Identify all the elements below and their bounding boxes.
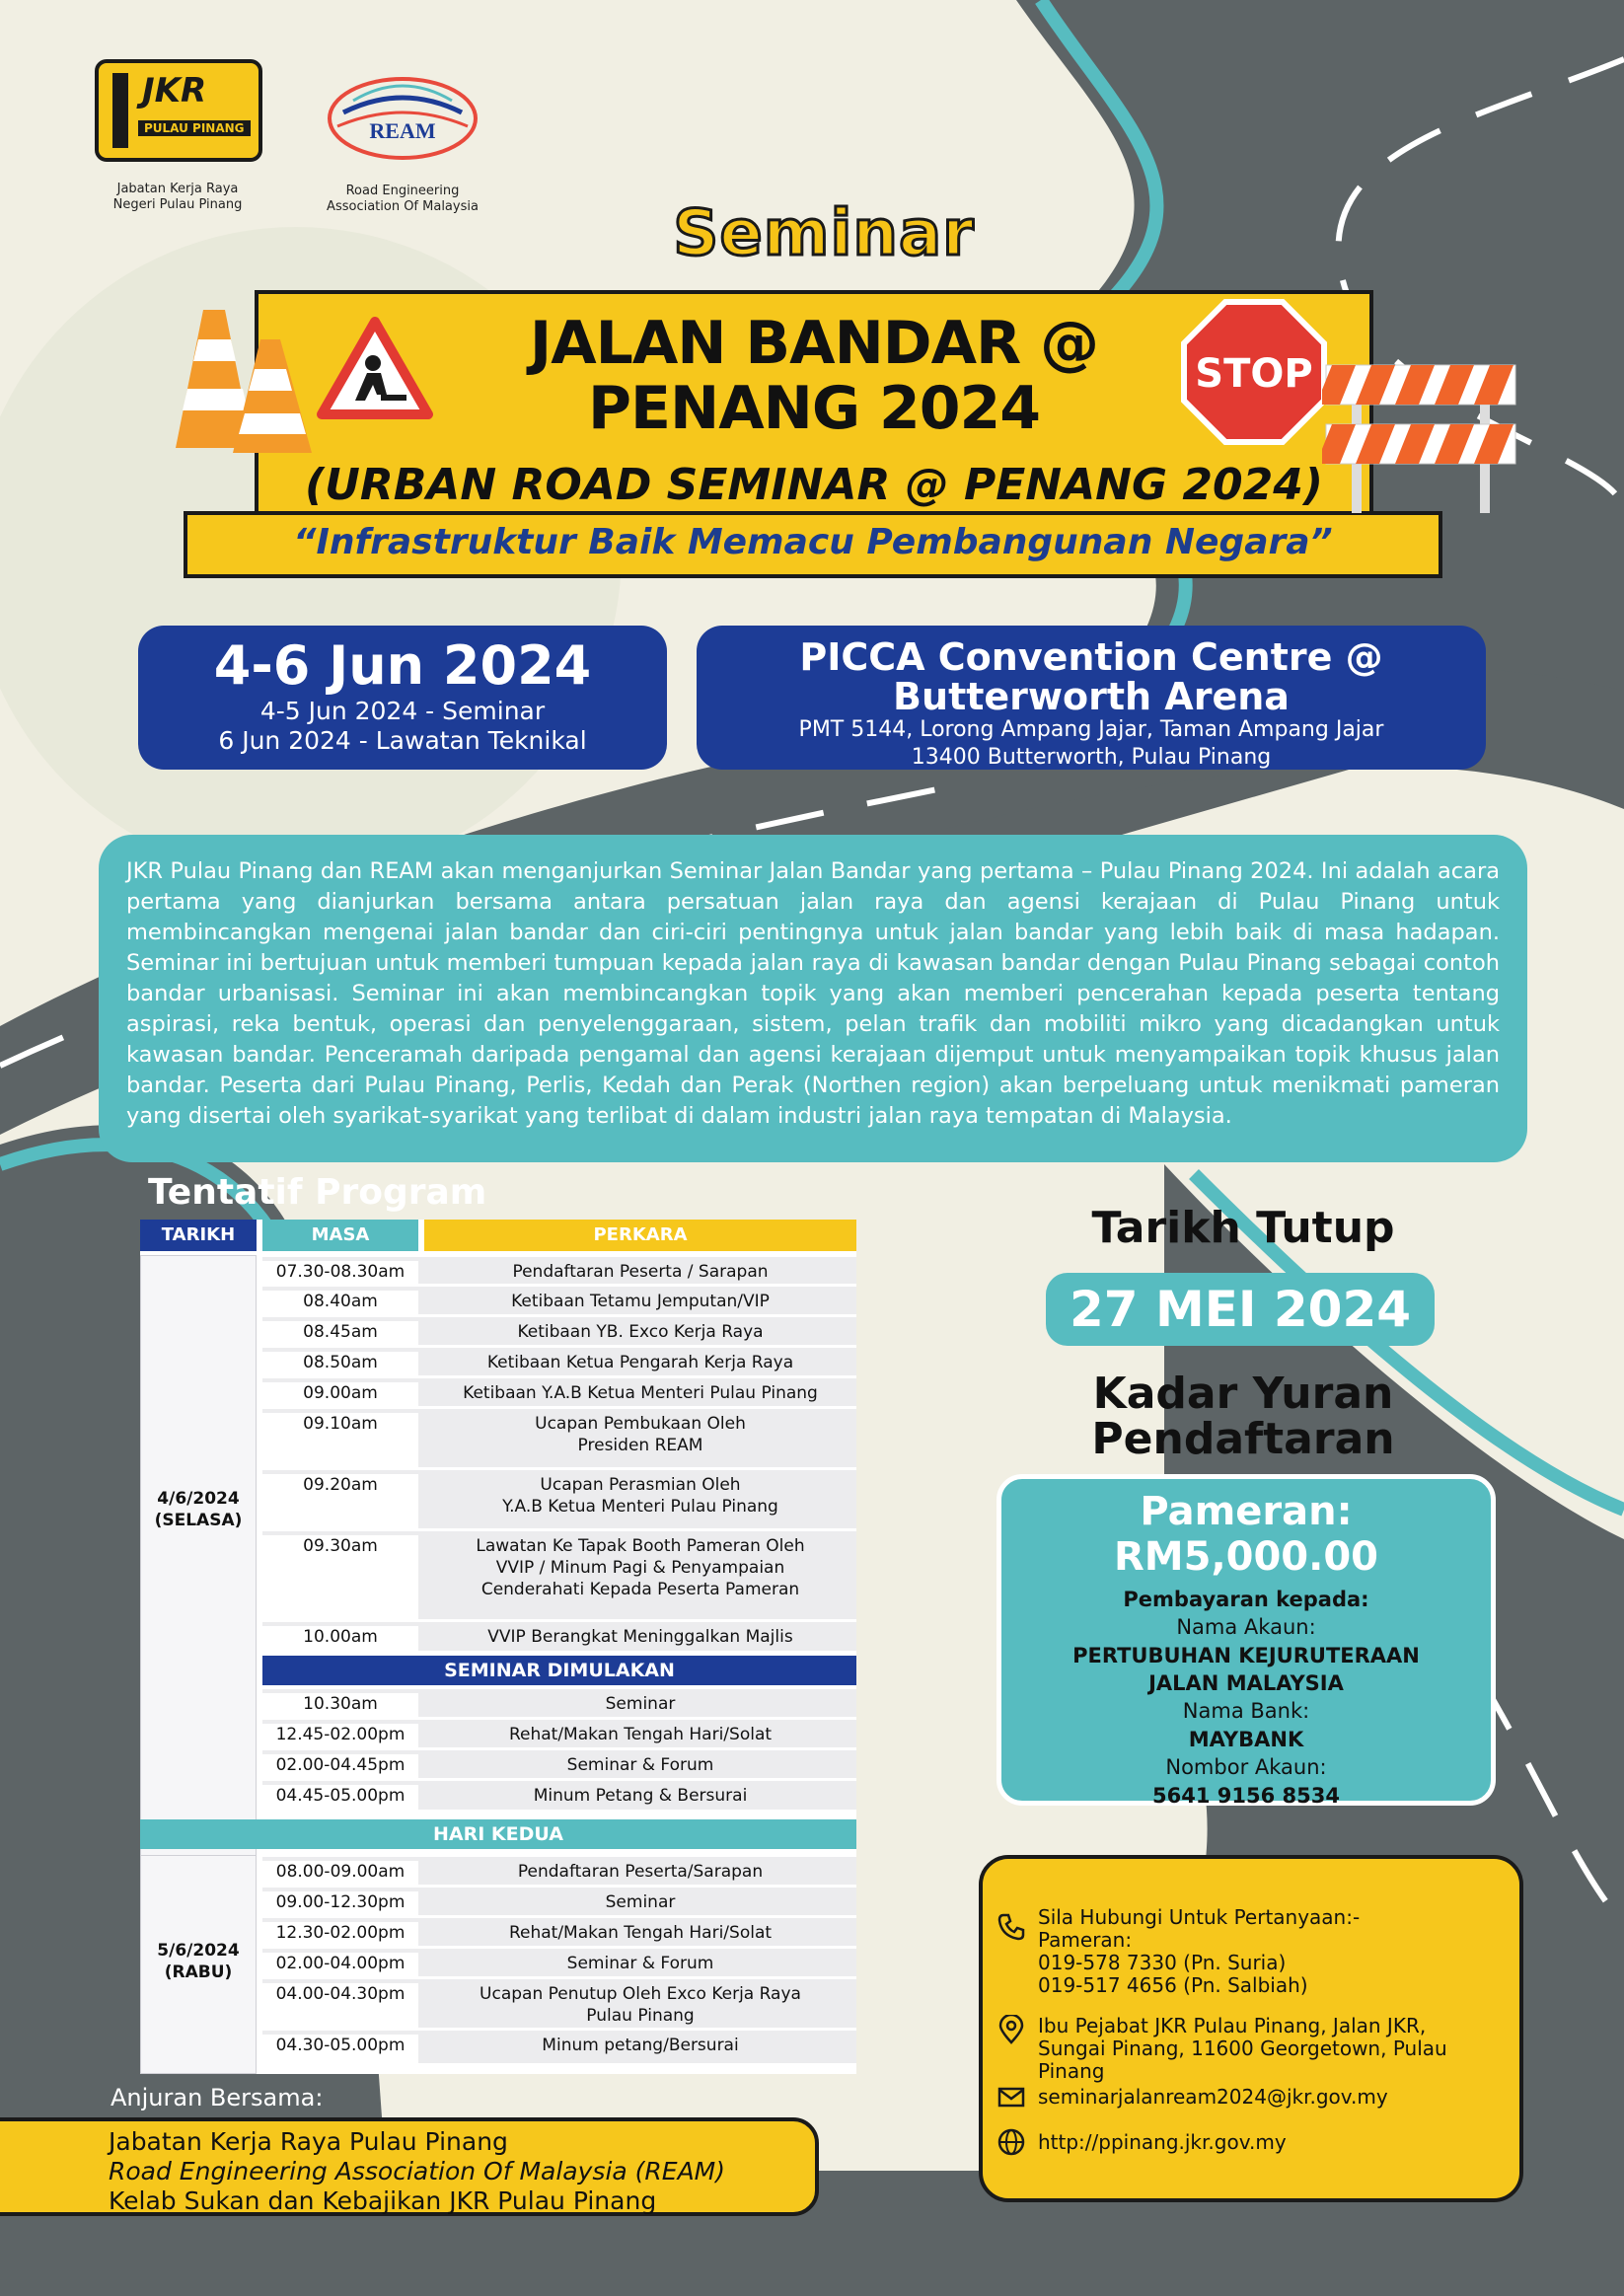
seminar-dates: 4-5 Jun 2024 - Seminar — [259, 697, 546, 725]
barrier-icon — [1322, 345, 1519, 513]
header-perkara: PERKARA — [424, 1220, 856, 1251]
account-name-label: Nama Akaun: — [1176, 1615, 1316, 1639]
organisers-box — [0, 2117, 819, 2216]
row-time: 09.00-12.30pm — [262, 1891, 418, 1919]
tagline-box — [184, 511, 1442, 578]
jkr-logo — [95, 59, 262, 162]
row-time: 07.30-08.30am — [262, 1261, 418, 1288]
contact-address-1: Ibu Pejabat JKR Pulau Pinang, Jalan JKR, — [1038, 2014, 1427, 2037]
date-box — [138, 626, 667, 770]
fee-label-2: Pendaftaran — [1091, 1414, 1395, 1464]
intro-paragraph: JKR Pulau Pinang dan REAM akan menganjurkan Seminar Jalan Bandar yang pertama – Pulau Pinang 2024. Ini adalah acara pertama yang dianjurkan bersama antara persatuan jalan raya dan agensi kerajaan di Pulau Pinang untuk membincangkan mengenai jalan bandar dan ciri-ciri pentingnya untuk jalan bandar yang lebih baik di masa hadapan. Seminar ini bertujuan untuk memberi tumpuan kepada jalan raya di kawasan bandar dengan Pulau Pinang sebagai contoh bandar urbanisasi. Seminar ini akan membincangkan topik yang akan memberi pencerahan kepada peserta tentang aspirasi, reka bentuk, operasi dan penyelenggaraan, sistem, pelan trafik dan mobiliti mikro yang dicadangkan untuk kawasan bandar. Penceramah daripada pengamal dan agensi kerajaan dijemput untuk menyampaikan topik khusus jalan bandar. Peserta dari Pulau Pinang, Perlis, Kedah dan Perak (Northen region) akan berpeluang untuk menikmati pameran yang disertai oleh syarikat-syarikat yang terlibat di dalam industri jalan raya tempatan di Malaysia. — [99, 835, 1527, 1162]
row-time: 09.10am — [262, 1413, 418, 1471]
row-activity: Pendaftaran Peserta / Sarapan — [512, 1262, 769, 1282]
row-activity: Ketibaan Y.A.B Ketua Menteri Pulau Pinang — [463, 1383, 818, 1403]
account-number: 5641 9156 8534 — [1152, 1784, 1340, 1808]
contact-box — [979, 1855, 1523, 2202]
row-time: 08.45am — [262, 1321, 418, 1349]
title-subtitle: (URBAN ROAD SEMINAR @ PENANG 2024) — [305, 460, 1323, 510]
traffic-cone-icon — [174, 300, 322, 458]
stop-sign-icon — [1180, 298, 1328, 446]
row-time: 02.00-04.45pm — [262, 1754, 418, 1782]
row-time: 10.00am — [262, 1626, 418, 1655]
header-tarikh: TARIKH — [140, 1220, 257, 1251]
header-masa: MASA — [262, 1220, 418, 1251]
fee-amount: Pameran: RM5,000.00 — [1114, 1489, 1378, 1580]
row-activity: Rehat/Makan Tengah Hari/Solat — [508, 1923, 773, 1943]
venue-address-1: PMT 5144, Lorong Ampang Jajar, Taman Ampang Jajar — [798, 717, 1384, 742]
row-time: 09.00am — [262, 1382, 418, 1410]
row-time: 02.00-04.00pm — [262, 1953, 418, 1980]
row-time: 04.45-05.00pm — [262, 1785, 418, 1814]
day2-date: 5/6/2024 — [157, 1941, 240, 1961]
row-activity: Ketibaan YB. Exco Kerja Raya — [517, 1322, 764, 1342]
payment-to: Pembayaran kepada: — [1123, 1588, 1369, 1611]
row-activity: Seminar & Forum — [566, 1954, 714, 1973]
organiser-2: Road Engineering Association Of Malaysia (REAM) — [109, 2157, 725, 2185]
contact-email[interactable]: seminarjalanream2024@jkr.gov.my — [1038, 2085, 1388, 2109]
day2-day: (RABU) — [164, 1963, 233, 1982]
account-number-label: Nombor Akaun: — [1165, 1755, 1327, 1779]
program-table — [140, 1220, 856, 2074]
row-activity: Rehat/Makan Tengah Hari/Solat — [508, 1725, 773, 1744]
seminar-heading: Seminar — [673, 197, 975, 270]
bank-name: MAYBANK — [1188, 1728, 1304, 1751]
row-time: 08.40am — [262, 1291, 418, 1318]
organiser-1: Jabatan Kerja Raya Pulau Pinang — [109, 2127, 508, 2156]
account-name-2: JALAN MALAYSIA — [1148, 1671, 1344, 1695]
jkr-logo-text: JKR — [142, 71, 207, 111]
row-activity: Seminar — [605, 1694, 676, 1714]
program-title: Tentatif Program — [148, 1172, 487, 1213]
row-activity: Seminar & Forum — [566, 1755, 714, 1775]
venue-address-2: 13400 Butterworth, Pulau Pinang — [911, 745, 1272, 770]
fee-box — [997, 1474, 1496, 1806]
row-activity: VVIP Berangkat Meninggalkan Majlis — [487, 1627, 793, 1647]
row-activity: Lawatan Ke Tapak Booth Pameran Oleh VVIP / Minum Pagi & Penyampaian Cenderahati Kepada Peserta Pameran — [476, 1536, 805, 1599]
jkr-caption-2: Negeri Pulau Pinang — [112, 197, 243, 212]
row-time: 09.20am — [262, 1474, 418, 1532]
row-time: 04.00-04.30pm — [262, 1983, 418, 2032]
venue-name-1: PICCA Convention Centre @ — [799, 635, 1383, 679]
fee-label-1: Kadar Yuran — [1092, 1369, 1394, 1419]
jkr-caption-1: Jabatan Kerja Raya — [116, 182, 239, 196]
contact-phone-1: 019-578 7330 (Pn. Suria) — [1038, 1951, 1287, 1974]
organisers-label: Anjuran Bersama: — [111, 2084, 324, 2111]
row-time: 08.50am — [262, 1352, 418, 1379]
bank-label: Nama Bank: — [1182, 1699, 1310, 1723]
day1-date: 4/6/2024 — [157, 1489, 240, 1509]
row-time: 08.00-09.00am — [262, 1861, 418, 1889]
location-icon — [997, 2015, 1026, 2044]
technical-visit-date: 6 Jun 2024 - Lawatan Teknikal — [218, 726, 587, 755]
row-activity: Ucapan Penutup Oleh Exco Kerja Raya Pulau Pinang — [480, 1984, 801, 2026]
organiser-3: Kelab Sukan dan Kebajikan JKR Pulau Pinang — [109, 2186, 657, 2215]
event-date: 4-6 Jun 2024 — [213, 634, 592, 697]
row-activity: Pendaftaran Peserta/Sarapan — [517, 1862, 764, 1882]
venue-name-2: Butterworth Arena — [893, 675, 1290, 718]
contact-website[interactable]: http://ppinang.jkr.gov.my — [1038, 2130, 1287, 2154]
row-activity: Ucapan Perasmian Oleh Y.A.B Ketua Menteri Pulau Pinang — [502, 1475, 778, 1517]
ream-caption-2: Association Of Malaysia — [327, 199, 479, 214]
closing-date: 27 MEI 2024 — [1046, 1273, 1435, 1346]
title-line-2: PENANG 2024 — [588, 374, 1040, 443]
jkr-logo-subtext: PULAU PINANG — [138, 120, 251, 136]
seminar-start-bar: SEMINAR DIMULAKAN — [262, 1656, 856, 1685]
row-time: 12.30-02.00pm — [262, 1922, 418, 1950]
row-time: 10.30am — [262, 1693, 418, 1721]
row-activity: Seminar — [605, 1892, 676, 1912]
stop-sign-text: STOP — [1195, 351, 1313, 397]
day1-day: (SELASA) — [154, 1511, 243, 1530]
worker-sign-icon — [316, 316, 434, 422]
globe-icon — [997, 2127, 1026, 2157]
contact-heading: Sila Hubungi Untuk Pertanyaan:- — [1038, 1905, 1361, 1929]
day2-bar: HARI KEDUA — [140, 1819, 856, 1849]
contact-phone-2: 019-517 4656 (Pn. Salbiah) — [1038, 1973, 1308, 1997]
ream-logo-text: REAM — [369, 118, 436, 143]
ream-caption-1: Road Engineering — [345, 184, 460, 198]
row-activity: Ucapan Pembukaan Oleh Presiden REAM — [535, 1414, 746, 1455]
row-time: 12.45-02.00pm — [262, 1724, 418, 1751]
row-activity: Ketibaan Tetamu Jemputan/VIP — [511, 1292, 770, 1311]
row-time: 09.30am — [262, 1535, 418, 1623]
row-activity: Minum Petang & Bersurai — [533, 1786, 748, 1806]
row-activity: Ketibaan Ketua Pengarah Kerja Raya — [486, 1353, 794, 1372]
contact-sub: Pameran: — [1038, 1928, 1133, 1952]
tagline: “Infrastruktur Baik Memacu Pembangunan Negara” — [293, 522, 1333, 562]
contact-address-2: Sungai Pinang, 11600 Georgetown, Pulau Pinang — [1038, 2037, 1447, 2083]
phone-icon — [997, 1912, 1026, 1942]
row-activity: Minum petang/Bersurai — [542, 2036, 739, 2055]
ream-logo — [324, 73, 481, 164]
row-time: 04.30-05.00pm — [262, 2035, 418, 2067]
venue-box — [697, 626, 1486, 770]
closing-label: Tarikh Tutup — [1091, 1203, 1395, 1253]
email-icon — [997, 2082, 1026, 2111]
title-line-1: JALAN BANDAR @ — [529, 309, 1099, 378]
account-name-1: PERTUBUHAN KEJURUTERAAN — [1072, 1644, 1420, 1667]
